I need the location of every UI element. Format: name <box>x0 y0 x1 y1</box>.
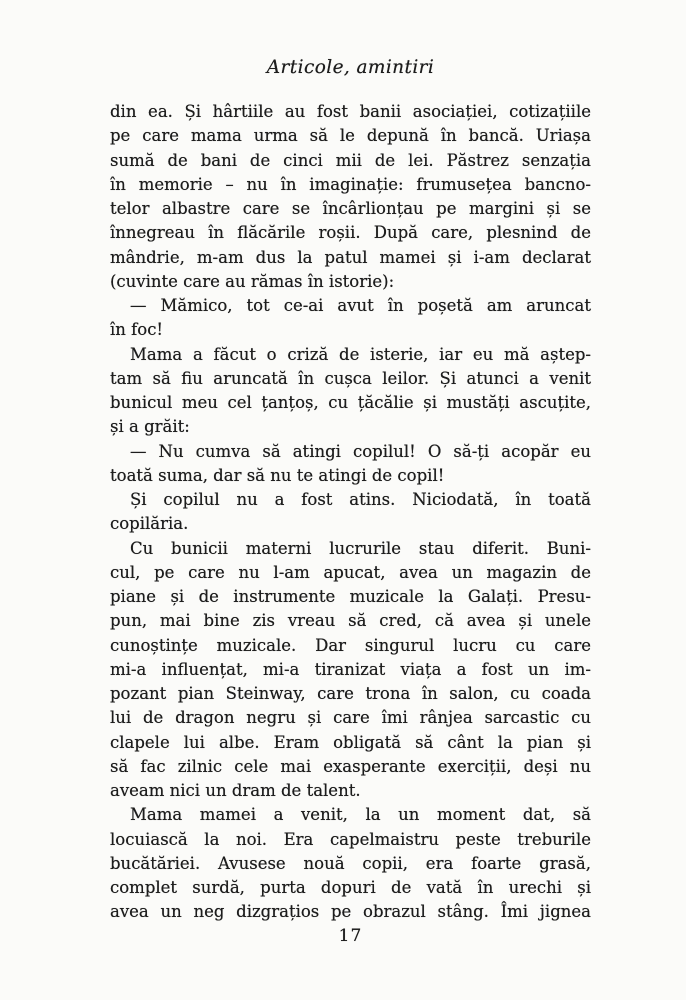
text-line: mi-a influențat, mi-a tiranizat viața a fost un im- <box>110 659 591 679</box>
text-line: telor albastre care se încârlionțau pe margini și se <box>110 199 591 218</box>
body-text <box>110 100 591 925</box>
running-header: Articole, amintiri <box>266 57 435 78</box>
text-line: toată suma, dar să nu te atingi de copil! <box>110 465 445 485</box>
text-line: Și copilul nu a fost atins. Niciodată, în toată <box>130 490 591 509</box>
text-line: Mama mamei a venit, la un moment dat, să <box>130 805 591 825</box>
text-line: copilăria. <box>110 514 189 534</box>
text-line: și a grăit: <box>110 417 190 437</box>
text-line: cul, pe care nu l-am apucat, avea un magazin de <box>110 562 591 582</box>
text-line: — Mămico, tot ce-ai avut în poșetă am aruncat <box>130 296 591 315</box>
text-line: în memorie – nu în imaginație: frumusețea bancno- <box>110 174 591 194</box>
text-line: să fac zilnic cele mai exasperante exerciții, deși nu <box>110 756 591 776</box>
text-line: complet surdă, purta dopuri de vată în urechi și <box>110 878 591 897</box>
text-line: sumă de bani de cinci mii de lei. Păstrez senzația <box>110 150 591 170</box>
text-line: Mama a făcut o criză de isterie, iar eu mă aștep- <box>130 344 591 364</box>
text-line: cunoștințe muzicale. Dar singurul lucru cu care <box>110 635 591 655</box>
text-line: pe care mama urma să le depună în bancă. Uriașa <box>110 126 591 146</box>
text-line: înnegreau în flăcările roșii. După care, plesnind de <box>110 223 591 243</box>
text-line: locuiască la noi. Era capelmaistru peste treburile <box>110 829 591 849</box>
text-line: clapele lui albe. Eram obligată să cânt la pian și <box>110 732 591 752</box>
page-number: 17 <box>338 926 363 946</box>
text-line: bucătăriei. Avusese nouă copii, era foarte grasă, <box>110 853 591 873</box>
text-line: bunicul meu cel țanțoș, cu țăcălie și mustăți ascuțite, <box>110 393 591 412</box>
text-line: mândrie, m-am dus la patul mamei și i-am declarat <box>110 247 591 267</box>
text-line: din ea. Și hârtiile au fost banii asociației, cotizațiile <box>110 102 591 121</box>
text-line: — Nu cumva să atingi copilul! O să-ți acopăr eu <box>130 441 591 461</box>
text-line: tam să fiu aruncată în cușca leilor. Și atunci a venit <box>110 368 591 388</box>
text-line: piane și de instrumente muzicale la Galați. Presu- <box>110 587 591 606</box>
text-line: pun, mai bine zis vreau să cred, că avea și unele <box>110 611 591 631</box>
text-line: (cuvinte care au rămas în istorie): <box>110 271 395 291</box>
text-line: Cu bunicii materni lucrurile stau diferit. Buni- <box>130 538 591 558</box>
text-line: pozant pian Steinway, care trona în salon, cu coada <box>110 684 591 703</box>
text-line: aveam nici un dram de talent. <box>110 781 361 800</box>
text-line: lui de dragon negru și care îmi rânjea sarcastic cu <box>110 708 591 728</box>
text-line: avea un neg dizgrațios pe obrazul stâng. Îmi jignea <box>110 902 591 922</box>
text-line: în foc! <box>110 320 164 340</box>
